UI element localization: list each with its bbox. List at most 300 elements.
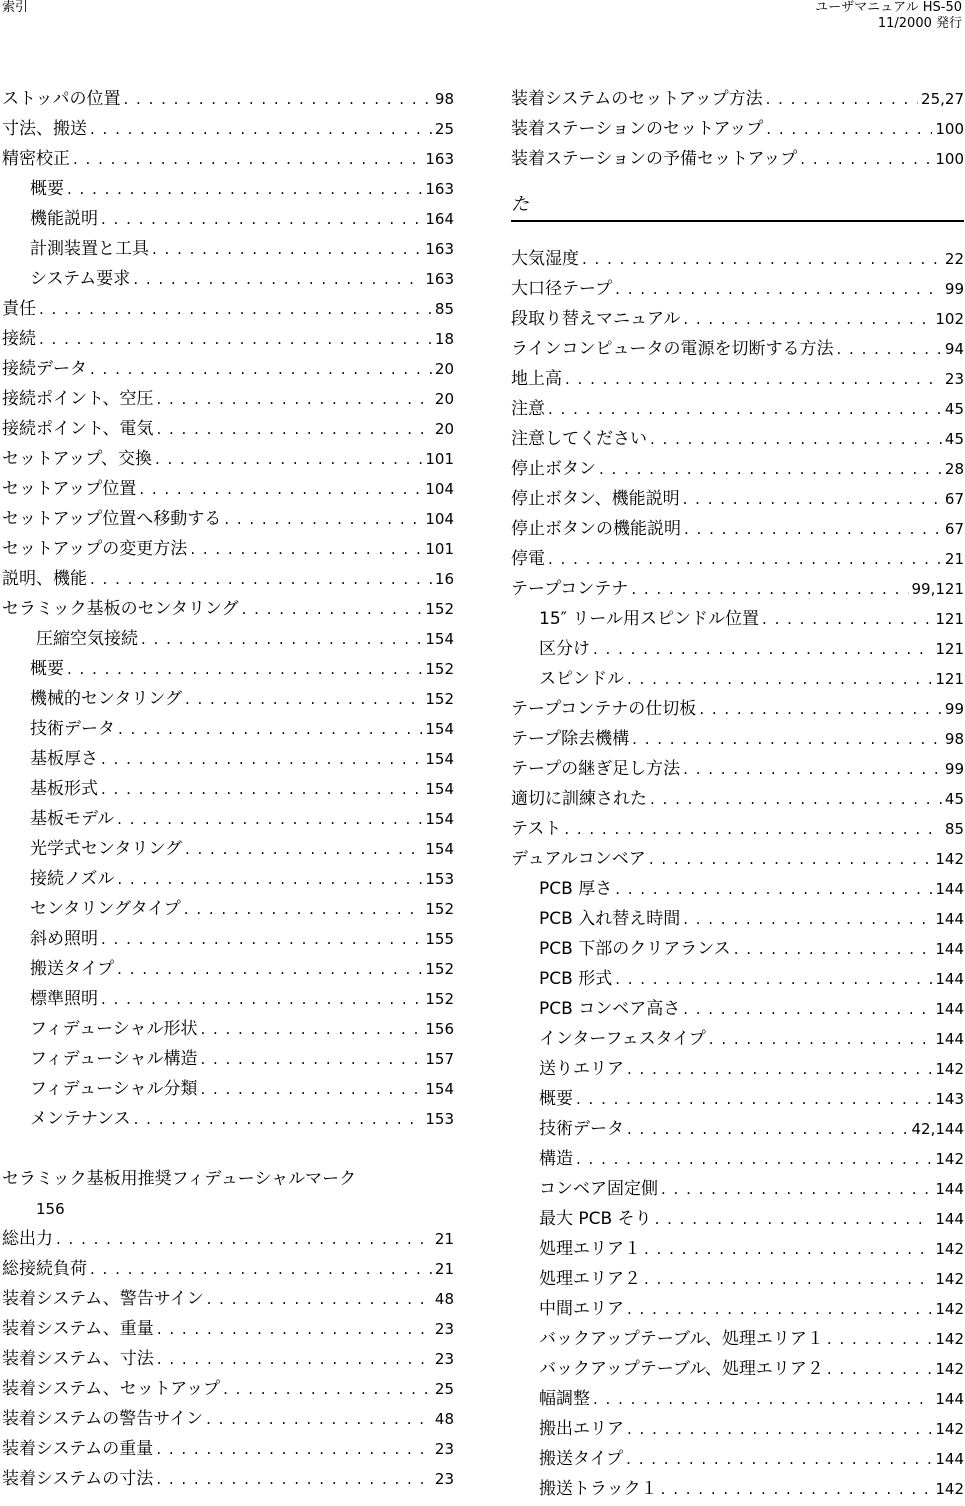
index-page-number: 154 — [425, 810, 454, 828]
dot-leader — [39, 294, 432, 324]
dot-leader — [117, 954, 422, 984]
index-page-number: 98 — [944, 730, 964, 748]
index-entry — [511, 784, 964, 814]
index-entry — [2, 984, 454, 1014]
index-entry — [511, 1174, 964, 1204]
dot-leader — [762, 604, 932, 634]
index-term: 装着システムの重量 — [2, 1439, 154, 1459]
index-entry — [511, 1354, 964, 1384]
index-entry — [2, 444, 454, 474]
index-entry — [511, 604, 964, 634]
index-term: フィデューシャル分類 — [30, 1079, 198, 1099]
index-page-number: 25 — [434, 1380, 454, 1398]
index-page-number: 154 — [425, 720, 454, 738]
header-document-info — [815, 0, 962, 32]
index-entry — [511, 694, 964, 724]
index-term: 寸法、搬送 — [2, 119, 87, 139]
index-term: 装着システムの寸法 — [2, 1469, 154, 1489]
index-entry — [2, 894, 454, 924]
index-term: 基板形式 — [30, 779, 98, 799]
index-entry — [2, 1374, 454, 1404]
index-page-number: 23 — [434, 1320, 454, 1338]
index-entry — [2, 864, 454, 894]
dot-leader — [644, 1234, 932, 1264]
index-entry — [511, 144, 964, 174]
dot-leader — [699, 694, 942, 724]
index-page-number: 152 — [425, 990, 454, 1008]
index-page-number: 25,27 — [921, 90, 964, 108]
index-entry — [511, 394, 964, 424]
index-term: メンテナンス — [30, 1109, 131, 1129]
index-page-number: 144 — [935, 1450, 964, 1468]
index-page-number: 20 — [434, 390, 454, 408]
index-entry — [2, 414, 454, 444]
dot-leader — [224, 504, 422, 534]
index-page-number: 94 — [944, 340, 964, 358]
dot-leader — [207, 1284, 432, 1314]
index-term: 装着システム、警告サイン — [2, 1289, 204, 1309]
dot-leader — [157, 1344, 432, 1374]
dot-leader — [661, 1474, 933, 1504]
index-term: 停止ボタン、機能説明 — [511, 489, 680, 509]
dot-leader — [90, 1254, 432, 1284]
index-entry — [2, 1434, 454, 1464]
index-term: バックアップテーブル、処理エリア２ — [539, 1359, 824, 1379]
index-page-number: 42,144 — [911, 1120, 964, 1138]
index-entry — [511, 754, 964, 784]
index-page-number: 154 — [425, 750, 454, 768]
index-term: コンベア固定側 — [539, 1179, 658, 1199]
index-entry — [511, 1204, 964, 1234]
index-page-number: 155 — [425, 930, 454, 948]
index-page-number: 142 — [935, 1330, 964, 1348]
index-entry — [2, 354, 454, 384]
dot-leader — [155, 444, 422, 474]
dot-leader — [582, 244, 942, 274]
index-page-number: 144 — [935, 1000, 964, 1018]
index-term: 標準照明 — [30, 989, 98, 1009]
index-term: デュアルコンベア — [511, 849, 646, 869]
index-page-number: 20 — [434, 360, 454, 378]
index-page-number: 21 — [434, 1260, 454, 1278]
index-term: 停止ボタン — [511, 459, 596, 479]
index-page-number: 100 — [935, 150, 964, 168]
index-entry — [2, 624, 454, 654]
dot-leader — [124, 84, 432, 114]
dot-leader — [615, 964, 932, 994]
index-page-number: 98 — [434, 90, 454, 108]
index-entry — [2, 174, 454, 204]
index-entry — [2, 534, 454, 564]
dot-leader — [156, 1464, 432, 1494]
index-page-number: 22 — [944, 250, 964, 268]
index-term: セットアップ位置へ移動する — [2, 509, 222, 529]
index-page-number: 142 — [935, 1420, 964, 1438]
index-entry — [511, 1264, 964, 1294]
index-page-number: 99 — [944, 700, 964, 718]
index-entry — [511, 1144, 964, 1174]
index-entry — [2, 564, 454, 594]
index-page-number: 18 — [434, 330, 454, 348]
dot-leader — [134, 1104, 423, 1134]
index-page-number: 67 — [944, 520, 964, 538]
index-page-number: 104 — [425, 510, 454, 528]
index-entry — [511, 1324, 964, 1354]
index-term: 接続ノズル — [30, 869, 115, 889]
index-term: 接続 — [2, 329, 36, 349]
index-term: 搬送トラック１ — [539, 1479, 658, 1499]
dot-leader — [185, 684, 422, 714]
index-term: 構造 — [539, 1149, 573, 1169]
index-entry — [511, 1444, 964, 1474]
dot-leader — [152, 234, 422, 264]
index-entry — [2, 1464, 454, 1494]
index-entry — [2, 474, 454, 504]
index-term: セラミック基板のセンタリング — [2, 599, 239, 619]
index-page-number: 163 — [425, 270, 454, 288]
index-group-right-1 — [511, 84, 964, 174]
index-page-number: 100 — [935, 120, 964, 138]
index-page-number: 121 — [935, 610, 964, 628]
dot-leader — [117, 804, 422, 834]
dot-leader — [837, 334, 942, 364]
index-term: 装着システム、重量 — [2, 1319, 154, 1339]
index-page-number: 101 — [425, 450, 454, 468]
index-term: 総接続負荷 — [2, 1259, 87, 1279]
index-page-number: 142 — [935, 1300, 964, 1318]
index-term: 光学式センタリング — [30, 839, 182, 859]
index-entry — [511, 424, 964, 454]
index-page-number: 164 — [425, 210, 454, 228]
dot-leader — [827, 1324, 932, 1354]
index-entry — [511, 1024, 964, 1054]
dot-leader — [101, 204, 422, 234]
index-entry — [511, 114, 964, 144]
index-page-number: 144 — [935, 1210, 964, 1228]
index-page-number: 85 — [434, 300, 454, 318]
dot-leader — [709, 1024, 933, 1054]
index-entry — [511, 484, 964, 514]
index-entry — [511, 364, 964, 394]
index-term: 送りエリア — [539, 1059, 624, 1079]
index-term: テスト — [511, 819, 562, 839]
index-entry-term-long: セラミック基板用推奨フィデューシャルマーク — [2, 1169, 357, 1189]
index-page-number: 157 — [425, 1050, 454, 1068]
dot-leader — [766, 84, 918, 114]
index-page-number: 48 — [434, 1410, 454, 1428]
dot-leader — [39, 324, 432, 354]
header-manual-title: ユーザマニュアル HS-50 — [815, 0, 962, 15]
index-term: 停電 — [511, 549, 545, 569]
index-page-number: 142 — [935, 850, 964, 868]
index-page-number: 23 — [434, 1470, 454, 1488]
index-entry — [511, 724, 964, 754]
index-term: 機能説明 — [30, 209, 98, 229]
index-term: 斜め照明 — [30, 929, 98, 949]
index-term: 装着システムのセットアップ方法 — [511, 89, 763, 109]
index-page-number: 45 — [944, 430, 964, 448]
index-entry — [511, 514, 964, 544]
index-term: 中間エリア — [539, 1299, 624, 1319]
index-term: PCB 入れ替え時間 — [539, 909, 681, 929]
index-entry — [2, 84, 454, 114]
dot-leader — [118, 714, 422, 744]
index-page-number: 163 — [425, 150, 454, 168]
index-term: 装着システム、寸法 — [2, 1349, 154, 1369]
index-page-number: 154 — [425, 840, 454, 858]
index-term: 基板モデル — [30, 809, 115, 829]
dot-leader — [627, 1054, 932, 1084]
index-term: 15″ リール用スピンドル位置 — [539, 609, 760, 629]
index-term: ラインコンピュータの電源を切断する方法 — [511, 339, 834, 359]
index-page-number: 154 — [425, 780, 454, 798]
index-entry — [511, 1084, 964, 1114]
index-term: 精密校正 — [2, 149, 70, 169]
index-term: テープ除去機構 — [511, 729, 630, 749]
dot-leader — [650, 424, 942, 454]
index-term: バックアップテーブル、処理エリア１ — [539, 1329, 824, 1349]
dot-leader — [593, 1384, 932, 1414]
index-page-number: 154 — [425, 630, 454, 648]
dot-leader — [156, 414, 431, 444]
index-term: セットアップ、交換 — [2, 449, 152, 469]
index-entry — [511, 544, 964, 574]
dot-leader — [101, 774, 422, 804]
index-page-number: 142 — [935, 1480, 964, 1498]
index-entry — [2, 654, 454, 684]
dot-leader — [101, 744, 422, 774]
dot-leader — [548, 394, 942, 424]
index-page-number: 143 — [935, 1090, 964, 1108]
index-entry — [511, 1114, 964, 1144]
header-section-label: 索引 — [2, 0, 29, 15]
dot-leader — [632, 724, 942, 754]
dot-leader — [185, 834, 422, 864]
dot-leader — [190, 534, 422, 564]
index-entry — [2, 1014, 454, 1044]
index-page-number: 99 — [944, 280, 964, 298]
index-term: フィデューシャル構造 — [30, 1049, 198, 1069]
dot-leader — [683, 994, 932, 1024]
index-entry — [511, 664, 964, 694]
spacer — [2, 1134, 454, 1164]
index-page-number: 144 — [935, 970, 964, 988]
index-page-number: 154 — [425, 1080, 454, 1098]
index-term: 停止ボタンの機能説明 — [511, 519, 681, 539]
index-term: 接続ポイント、空圧 — [2, 389, 154, 409]
index-page-number: 85 — [944, 820, 964, 838]
index-page-number: 45 — [944, 400, 964, 418]
index-entry — [2, 264, 454, 294]
index-term: 適切に訓練された — [511, 789, 647, 809]
index-term: PCB コンベア高さ — [539, 999, 681, 1019]
index-term: 接続データ — [2, 359, 87, 379]
dot-leader — [627, 664, 932, 694]
dot-leader — [156, 384, 431, 414]
index-page-number: 101 — [425, 540, 454, 558]
index-page-number: 23 — [434, 1350, 454, 1368]
index-page-number: 144 — [935, 940, 964, 958]
index-page-number: 23 — [944, 370, 964, 388]
index-term: ストッパの位置 — [2, 89, 121, 109]
index-page-number: 144 — [935, 1390, 964, 1408]
index-entry — [2, 954, 454, 984]
dot-leader — [627, 1414, 932, 1444]
dot-leader — [73, 144, 422, 174]
dot-leader — [200, 1014, 422, 1044]
dot-leader — [242, 594, 423, 624]
section-heading-ta: た — [511, 190, 964, 222]
index-entry — [2, 714, 454, 744]
index-term: 概要 — [539, 1089, 573, 1109]
index-page-number: 142 — [935, 1270, 964, 1288]
index-term: 大口径テープ — [511, 279, 613, 299]
dot-leader — [223, 1374, 432, 1404]
dot-leader — [827, 1354, 932, 1384]
index-page-number: 152 — [425, 690, 454, 708]
dot-leader — [800, 144, 932, 174]
index-term: 区分け — [539, 639, 590, 659]
index-entry — [2, 804, 454, 834]
index-entry — [511, 1234, 964, 1264]
index-entry — [2, 324, 454, 354]
dot-leader — [644, 1264, 932, 1294]
index-entry — [511, 1414, 964, 1444]
index-term: セットアップの変更方法 — [2, 539, 188, 559]
index-entry — [511, 1474, 964, 1504]
dot-leader — [734, 934, 933, 964]
index-term: システム要求 — [30, 269, 131, 289]
index-term: 機械的センタリング — [30, 689, 182, 709]
index-entry — [511, 1294, 964, 1324]
dot-leader — [101, 924, 422, 954]
dot-leader — [133, 264, 422, 294]
index-entry — [511, 1384, 964, 1414]
dot-leader — [683, 754, 942, 784]
index-page-number: 152 — [425, 900, 454, 918]
index-page-number: 16 — [434, 570, 454, 588]
index-entry — [2, 1404, 454, 1434]
index-page-number: 153 — [425, 870, 454, 888]
dot-leader — [615, 874, 932, 904]
index-entry — [2, 1284, 454, 1314]
index-term: 注意してください — [511, 429, 647, 449]
index-entry — [2, 744, 454, 774]
dot-leader — [565, 364, 942, 394]
dot-leader — [90, 354, 432, 384]
index-term: 装着ステーションのセットアップ — [511, 119, 764, 139]
index-term: 説明、機能 — [2, 569, 87, 589]
index-term: 概要 — [30, 179, 64, 199]
index-entry — [2, 1044, 454, 1074]
dot-leader — [627, 1114, 909, 1144]
index-entry — [2, 1314, 454, 1344]
dot-leader — [683, 484, 942, 514]
index-entry — [2, 1344, 454, 1374]
dot-leader — [683, 304, 932, 334]
index-term: 最大 PCB そり — [539, 1209, 652, 1229]
index-term: センタリングタイプ — [30, 899, 181, 919]
index-entry — [2, 1254, 454, 1284]
index-term: 幅調整 — [539, 1389, 590, 1409]
dot-leader — [156, 1434, 432, 1464]
dot-leader — [615, 274, 942, 304]
index-term: スピンドル — [539, 669, 624, 689]
dot-leader — [683, 904, 932, 934]
index-term: 地上高 — [511, 369, 562, 389]
index-entry — [2, 1104, 454, 1134]
index-page-number: 152 — [425, 600, 454, 618]
index-page-number: 153 — [425, 1110, 454, 1128]
index-entry — [511, 574, 964, 604]
index-term: 技術データ — [30, 719, 115, 739]
index-term: 計測装置と工具 — [30, 239, 149, 259]
index-page-number: 144 — [935, 880, 964, 898]
dot-leader — [631, 574, 908, 604]
index-column-left — [2, 84, 454, 1494]
index-entry — [511, 274, 964, 304]
index-entry — [511, 1054, 964, 1084]
dot-leader — [90, 114, 432, 144]
index-entry — [2, 114, 454, 144]
index-page-number: 45 — [944, 790, 964, 808]
index-entry — [511, 964, 964, 994]
index-term: 注意 — [511, 399, 545, 419]
index-term: PCB 下部のクリアランス — [539, 939, 731, 959]
index-group-left-1 — [2, 84, 454, 1134]
dot-leader — [157, 1314, 432, 1344]
index-entry — [511, 304, 964, 334]
index-entry — [511, 934, 964, 964]
index-column-right — [511, 84, 964, 1504]
dot-leader — [655, 1204, 933, 1234]
dot-leader — [766, 114, 932, 144]
index-term: インターフェスタイプ — [539, 1029, 706, 1049]
index-term: 搬送タイプ — [30, 959, 115, 979]
dot-leader — [101, 984, 422, 1014]
index-entry — [2, 594, 454, 624]
index-entry — [511, 634, 964, 664]
index-page-number: 152 — [425, 960, 454, 978]
index-entry — [2, 204, 454, 234]
index-term: 段取り替えマニュアル — [511, 309, 681, 329]
index-page-number: 142 — [935, 1360, 964, 1378]
index-page-number: 99 — [944, 760, 964, 778]
index-page-number: 142 — [935, 1240, 964, 1258]
index-term: PCB 厚さ — [539, 879, 613, 899]
dot-leader — [649, 844, 933, 874]
index-page-number: 102 — [935, 310, 964, 328]
index-term: 技術データ — [539, 1119, 624, 1139]
index-page-number: 121 — [935, 670, 964, 688]
index-term: 装着ステーションの予備セットアップ — [511, 149, 798, 169]
dot-leader — [117, 864, 422, 894]
index-page-number: 21 — [944, 550, 964, 568]
index-entry — [2, 1074, 454, 1104]
dot-leader — [684, 514, 942, 544]
dot-leader — [56, 1224, 432, 1254]
index-page-number: 163 — [425, 180, 454, 198]
index-entry — [2, 144, 454, 174]
index-entry — [511, 904, 964, 934]
index-term: テープの継ぎ足し方法 — [511, 759, 681, 779]
index-page-number: 99,121 — [911, 580, 964, 598]
dot-leader — [206, 1404, 432, 1434]
index-group-left-2 — [2, 1224, 454, 1494]
index-page-number: 142 — [935, 1150, 964, 1168]
dot-leader — [627, 1294, 932, 1324]
index-entry — [2, 684, 454, 714]
